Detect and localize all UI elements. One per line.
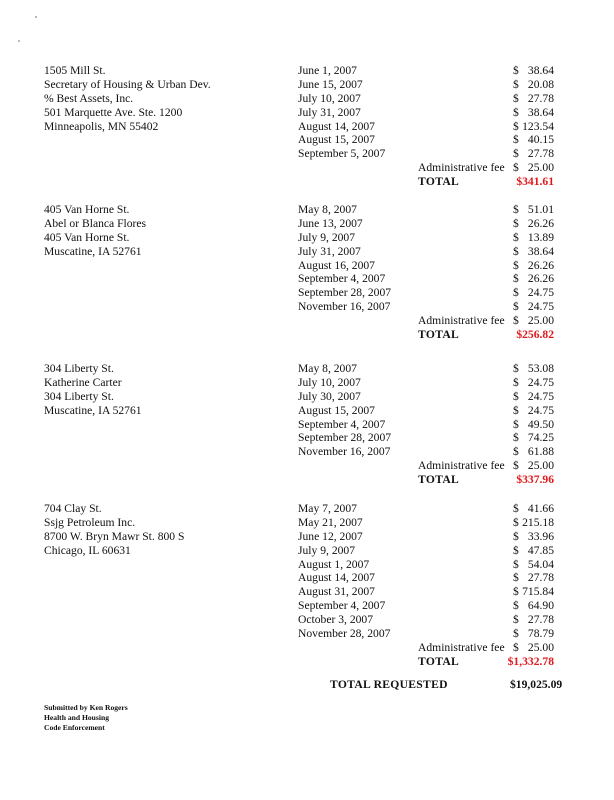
currency-symbol: $ <box>513 375 519 389</box>
total-value: $256.82 <box>516 328 554 342</box>
address-line: 1505 Mill St. <box>44 64 106 77</box>
entry-date: July 30, 2007 <box>298 389 361 403</box>
amount-value: 26.26 <box>527 258 554 272</box>
currency-symbol: $ <box>513 502 519 515</box>
amount-value: 26.26 <box>527 272 554 286</box>
entry-amount <box>513 286 554 300</box>
currency-symbol: $ <box>513 105 519 119</box>
entry-amount <box>513 245 554 259</box>
entry-date: July 31, 2007 <box>298 105 361 119</box>
admin-fee-amount <box>513 459 554 473</box>
entry-amount <box>513 431 554 445</box>
total-label: TOTAL <box>418 654 460 668</box>
amount-value: 64.90 <box>527 599 554 613</box>
entry-date: June 13, 2007 <box>298 216 363 230</box>
address <box>44 203 146 259</box>
entry-amount <box>513 92 554 106</box>
entry-amount <box>513 516 554 530</box>
dates-column <box>298 502 390 641</box>
amount-value: 25.00 <box>527 161 554 175</box>
entry-date: May 8, 2007 <box>298 362 357 375</box>
amount-value: 123.54 <box>522 119 554 133</box>
amount-value: 74.25 <box>527 431 554 445</box>
address-line: Minneapolis, MN 55402 <box>44 119 159 133</box>
address-line: Muscatine, IA 52761 <box>44 403 142 417</box>
address <box>44 362 142 418</box>
amounts-column <box>513 502 554 641</box>
address-line: Muscatine, IA 52761 <box>44 244 142 258</box>
currency-symbol: $ <box>513 403 519 417</box>
entry-amount <box>513 627 554 641</box>
amount-value: 25.00 <box>527 641 554 654</box>
entry-amount <box>513 613 554 627</box>
currency-symbol: $ <box>513 557 519 571</box>
entry-amount <box>513 231 554 245</box>
entry-date: July 31, 2007 <box>298 244 361 258</box>
entry-amount <box>513 404 554 418</box>
amount-value: 26.26 <box>527 216 554 230</box>
entry-date: November 16, 2007 <box>298 445 391 459</box>
currency-symbol: $ <box>513 77 519 91</box>
currency-symbol: $ <box>513 286 519 300</box>
amount-value: 41.66 <box>527 502 554 515</box>
entry-date: July 10, 2007 <box>298 375 361 389</box>
entry-date: May 21, 2007 <box>298 515 363 529</box>
address-line: Secretary of Housing & Urban Dev. <box>44 77 211 91</box>
currency-symbol: $ <box>513 445 519 459</box>
dates-column <box>298 203 391 314</box>
entry-date: August 15, 2007 <box>298 133 375 147</box>
amount-value: 25.00 <box>527 314 554 328</box>
amount-value: 24.75 <box>527 389 554 403</box>
entry-amount <box>513 571 554 585</box>
address-line: Katherine Carter <box>44 375 122 389</box>
amounts-column <box>513 64 554 161</box>
currency-symbol: $ <box>513 244 519 258</box>
address-line: % Best Assets, Inc. <box>44 91 134 105</box>
footer-line: Submitted by Ken Rogers <box>44 703 128 712</box>
footer-line: Health and Housing <box>44 713 109 722</box>
entry-amount <box>513 272 554 286</box>
address-line: 501 Marquette Ave. Ste. 1200 <box>44 105 183 119</box>
entry-date: September 4, 2007 <box>298 599 386 613</box>
dates-column <box>298 362 391 459</box>
entry-amount <box>513 390 554 404</box>
entry-amount <box>513 259 554 273</box>
entry-amount <box>513 78 554 92</box>
currency-symbol: $ <box>513 459 519 473</box>
entry-date: May 7, 2007 <box>298 502 357 515</box>
currency-symbol: $ <box>513 431 519 445</box>
amount-value: 27.78 <box>527 613 554 627</box>
currency-symbol: $ <box>513 203 519 216</box>
entry-amount <box>513 106 554 120</box>
amount-value: 40.15 <box>527 133 554 147</box>
entry-amount <box>513 300 554 314</box>
amount-value: 715.84 <box>522 585 554 599</box>
dates-column <box>298 64 385 161</box>
total-requested-label: TOTAL REQUESTED <box>330 678 448 691</box>
currency-symbol: $ <box>513 529 519 543</box>
amount-value: 54.04 <box>527 557 554 571</box>
amount-value: 49.50 <box>527 417 554 431</box>
entry-amount <box>513 64 554 78</box>
address-line: 405 Van Horne St. <box>44 203 130 216</box>
address-line: 405 Van Horne St. <box>44 230 130 244</box>
address-line: Chicago, IL 60631 <box>44 543 131 557</box>
scan-speck <box>18 40 20 42</box>
entry-date: September 5, 2007 <box>298 147 386 161</box>
entry-date: August 15, 2007 <box>298 403 375 417</box>
entry-date: October 3, 2007 <box>298 613 374 627</box>
entry-date: August 14, 2007 <box>298 571 375 585</box>
currency-symbol: $ <box>513 147 519 161</box>
entry-date: November 16, 2007 <box>298 300 391 314</box>
currency-symbol: $ <box>513 515 519 529</box>
amount-value: 27.78 <box>527 571 554 585</box>
entry-amount <box>513 133 554 147</box>
scan-speck <box>35 16 37 18</box>
currency-symbol: $ <box>513 571 519 585</box>
total-value: $1,332.78 <box>507 654 554 668</box>
address-line: 304 Liberty St. <box>44 362 114 375</box>
total-value: $341.61 <box>516 175 554 189</box>
address-line: Abel or Blanca Flores <box>44 216 147 230</box>
amount-value: 25.00 <box>527 459 554 473</box>
currency-symbol: $ <box>513 627 519 641</box>
currency-symbol: $ <box>513 64 519 77</box>
entry-amount <box>513 558 554 572</box>
currency-symbol: $ <box>513 599 519 613</box>
total-value: $337.96 <box>516 473 554 487</box>
entry-date: July 9, 2007 <box>298 230 356 244</box>
amount-value: 51.01 <box>527 203 554 216</box>
currency-symbol: $ <box>513 314 519 328</box>
entry-date: November 28, 2007 <box>298 627 391 641</box>
entry-amount <box>513 362 554 376</box>
entry-date: June 12, 2007 <box>298 529 363 543</box>
amount-value: 61.88 <box>527 445 554 459</box>
currency-symbol: $ <box>513 216 519 230</box>
currency-symbol: $ <box>513 258 519 272</box>
currency-symbol: $ <box>513 133 519 147</box>
currency-symbol: $ <box>513 272 519 286</box>
currency-symbol: $ <box>513 585 519 599</box>
admin-fee-label: Administrative fee <box>418 161 505 175</box>
entry-amount <box>513 120 554 134</box>
entry-date: September 28, 2007 <box>298 286 392 300</box>
entry-date: July 10, 2007 <box>298 91 361 105</box>
entry-amount <box>513 217 554 231</box>
amounts-column <box>513 362 554 459</box>
total-label: TOTAL <box>418 328 460 342</box>
entry-amount <box>513 599 554 613</box>
currency-symbol: $ <box>513 543 519 557</box>
currency-symbol: $ <box>513 91 519 105</box>
footer-line: Code Enforcement <box>44 723 105 732</box>
amount-value: 27.78 <box>527 91 554 105</box>
amount-value: 24.75 <box>527 300 554 314</box>
address-line: 704 Clay St. <box>44 502 102 515</box>
currency-symbol: $ <box>513 300 519 314</box>
amount-value: 20.08 <box>527 77 554 91</box>
currency-symbol: $ <box>513 641 519 654</box>
entry-date: August 31, 2007 <box>298 585 375 599</box>
amounts-column <box>513 203 554 314</box>
amount-value: 38.64 <box>527 64 554 77</box>
entry-date: August 16, 2007 <box>298 258 375 272</box>
currency-symbol: $ <box>513 362 519 375</box>
total-label: TOTAL <box>418 473 460 487</box>
amount-value: 53.08 <box>527 362 554 375</box>
amount-value: 215.18 <box>522 515 554 529</box>
entry-date: June 1, 2007 <box>298 64 357 77</box>
address <box>44 64 211 133</box>
amount-value: 24.75 <box>527 286 554 300</box>
admin-fee-amount <box>513 161 554 175</box>
entry-amount <box>513 502 554 516</box>
entry-date: September 4, 2007 <box>298 417 386 431</box>
amount-value: 38.64 <box>527 105 554 119</box>
currency-symbol: $ <box>513 161 519 175</box>
admin-fee-amount <box>513 641 554 655</box>
address <box>44 502 184 558</box>
entry-amount <box>513 544 554 558</box>
submitted-by <box>44 703 128 733</box>
currency-symbol: $ <box>513 613 519 627</box>
total-label: TOTAL <box>418 175 460 189</box>
amount-value: 13.89 <box>527 230 554 244</box>
entry-date: September 28, 2007 <box>298 431 392 445</box>
currency-symbol: $ <box>513 417 519 431</box>
entry-date: May 8, 2007 <box>298 203 357 216</box>
currency-symbol: $ <box>513 389 519 403</box>
amount-value: 78.79 <box>527 627 554 641</box>
entry-amount <box>513 530 554 544</box>
entry-date: August 1, 2007 <box>298 557 370 571</box>
amount-value: 33.96 <box>527 529 554 543</box>
entry-amount <box>513 203 554 217</box>
amount-value: 47.85 <box>527 543 554 557</box>
admin-fee-amount <box>513 314 554 328</box>
currency-symbol: $ <box>513 230 519 244</box>
admin-fee-label: Administrative fee <box>418 459 505 473</box>
entry-amount <box>513 418 554 432</box>
address-line: 304 Liberty St. <box>44 389 114 403</box>
entry-amount <box>513 376 554 390</box>
amount-value: 24.75 <box>527 403 554 417</box>
admin-fee-label: Administrative fee <box>418 314 505 328</box>
entry-amount <box>513 147 554 161</box>
address-line: Ssjg Petroleum Inc. <box>44 515 136 529</box>
entry-amount <box>513 585 554 599</box>
currency-symbol: $ <box>513 119 519 133</box>
entry-date: August 14, 2007 <box>298 119 375 133</box>
total-requested-value: $19,025.09 <box>510 678 563 691</box>
entry-date: July 9, 2007 <box>298 543 356 557</box>
address-line: 8700 W. Bryn Mawr St. 800 S <box>44 529 185 543</box>
amount-value: 27.78 <box>527 147 554 161</box>
entry-date: September 4, 2007 <box>298 272 386 286</box>
entry-date: June 15, 2007 <box>298 77 363 91</box>
amount-value: 38.64 <box>527 244 554 258</box>
amount-value: 24.75 <box>527 375 554 389</box>
admin-fee-label: Administrative fee <box>418 641 505 654</box>
entry-amount <box>513 445 554 459</box>
